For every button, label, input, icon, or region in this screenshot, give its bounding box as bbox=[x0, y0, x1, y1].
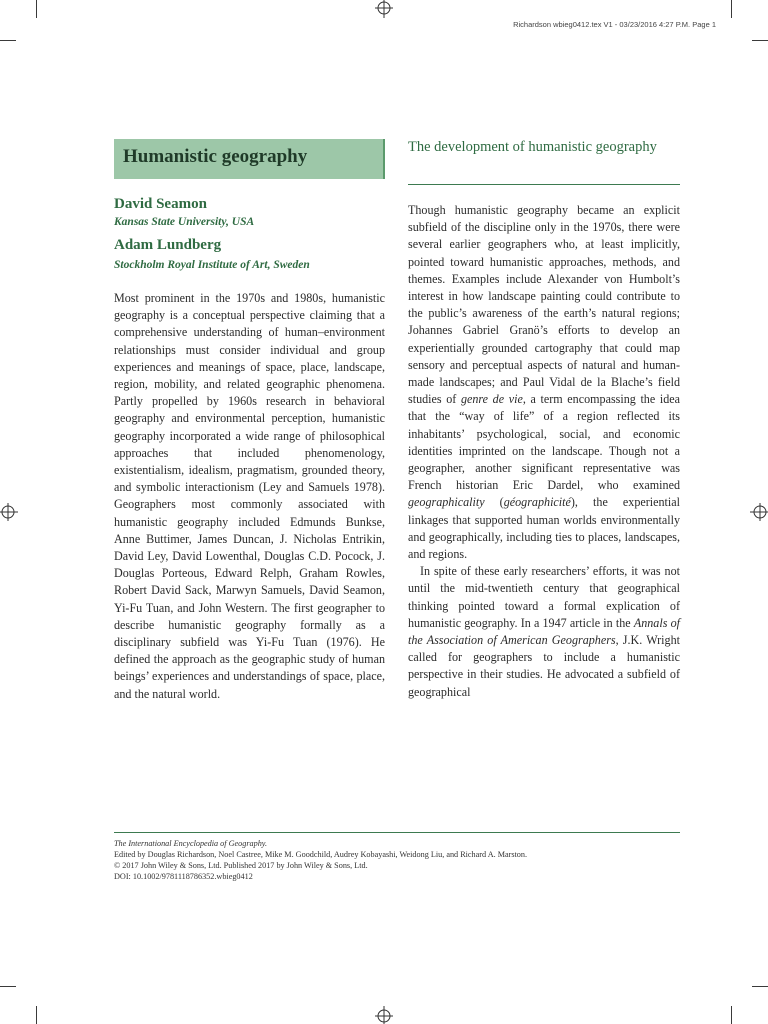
italic-term: géographicité bbox=[503, 495, 571, 510]
crop-mark bbox=[752, 986, 768, 987]
journal-title: Annals of the Association of American Geographers bbox=[408, 615, 680, 648]
body-text: ( bbox=[484, 495, 504, 510]
registration-mark-icon bbox=[750, 503, 768, 521]
body-text: In spite of these early researchers’ efforts, it was not until the mid-twentieth century that geographical thinking pointed toward a formal explication of humanistic geography. In a 1947 article in the bbox=[408, 564, 680, 630]
crop-mark bbox=[36, 1006, 37, 1024]
body-paragraph bbox=[408, 202, 680, 563]
crop-mark bbox=[0, 40, 16, 41]
crop-mark bbox=[752, 40, 768, 41]
running-head: Richardson wbieg0412.tex V1 - 03/23/2016 4:27 P.M. Page 1 bbox=[513, 20, 716, 29]
article-title: Humanistic geography bbox=[123, 146, 308, 167]
italic-term: genre de vie bbox=[460, 392, 523, 407]
crop-mark bbox=[36, 0, 37, 18]
article-title-box bbox=[114, 139, 385, 179]
author-name: David Seamon bbox=[114, 196, 207, 212]
italic-term: geographicality bbox=[408, 495, 485, 510]
registration-mark-icon bbox=[0, 503, 18, 521]
encyclopedia-title: The International Encyclopedia of Geography. bbox=[114, 839, 268, 848]
abstract-column bbox=[114, 290, 385, 703]
author-affiliation: Kansas State University, USA bbox=[114, 216, 255, 228]
author-name: Adam Lundberg bbox=[114, 237, 222, 253]
body-column bbox=[408, 202, 680, 701]
copyright-line: © 2017 John Wiley & Sons, Ltd. Published 2017 by John Wiley & Sons, Ltd. bbox=[114, 861, 368, 870]
section-heading: The development of humanistic geography bbox=[408, 139, 657, 155]
crop-mark bbox=[731, 1006, 732, 1024]
abstract-paragraph: Most prominent in the 1970s and 1980s, humanistic geography is a conceptual perspective claiming that a comprehensive understanding of human–environment relationships must consider individual and group experiences and meanings of space, place, landscape, region, mobility, and related geographic phenomena. Partly propelled by 1960s research in behavioral geography and environmental perception, humanistic geography incorporated a wide range of philosophical approaches that included phenomenology, existentialism, idealism, pragmatism, grounded theory, and symbolic interactionism (Ley and Samuels 1978). Geographers most commonly associated with humanistic geography included Edmunds Bunkse, Anne Buttimer, James Duncan, J. Nicholas Entrikin, David Ley, David Lowenthal, Douglas C.D. Pocock, J. Douglas Porteous, Edward Relph, Graham Rowles, Robert David Sack, Marwyn Samuels, David Seamon, Yi-Fu Tuan, and John Western. The first geographer to describe humanistic geography formally as a disciplinary subfield was Yi-Fu Tuan (1976). He defined the approach as the geographic study of human beings’ experiences and understandings of space, place, and the natural world. bbox=[114, 291, 385, 701]
doi-line: DOI: 10.1002/9781118786352.wbieg0412 bbox=[114, 872, 253, 881]
registration-mark-icon bbox=[375, 0, 393, 18]
crop-mark bbox=[0, 986, 16, 987]
editors-line: Edited by Douglas Richardson, Noel Castree, Mike M. Goodchild, Audrey Kobayashi, Weidong Liu, and Richard A. Marston. bbox=[114, 850, 528, 859]
body-paragraph bbox=[408, 563, 680, 701]
section-heading-block bbox=[408, 138, 680, 185]
citation-footer bbox=[114, 838, 680, 882]
footer-divider bbox=[114, 832, 680, 833]
body-text: ), the experiential linkages that supported human worlds environmentally and geographically, including ties to places, landscapes, and regions. bbox=[408, 495, 680, 562]
body-text: , a term encompassing the idea that the “way of life” of a region reflected its inhabitants’ psychological, social, and economic identities imprinted on the landscape. Though not a geographer, another significant representative was French historian Eric Dardel, who examined bbox=[408, 392, 680, 493]
body-text: , J.K. Wright called for geographers to include a humanistic perspective in their studies. He advocated a subfield of geographical bbox=[408, 633, 680, 699]
crop-mark bbox=[731, 0, 732, 18]
registration-mark-icon bbox=[375, 1006, 393, 1024]
body-text: Though humanistic geography became an explicit subfield of the discipline only in the 1970s, there were several earlier geographers who, at least implicitly, pointed toward humanistic approaches, methods, and themes. Examples include Alexander von Humbolt’s interest in how landscape painting could contribute to the public’s awareness of the earth’s natural regions; Johannes Gabriel Granö’s efforts to develop an experientially grounded cartography that could map sensory and perceptual aspects of natural and human-made landscapes; and Paul Vidal de la Blache’s field studies of bbox=[408, 203, 680, 407]
author-affiliation: Stockholm Royal Institute of Art, Sweden bbox=[114, 259, 310, 271]
